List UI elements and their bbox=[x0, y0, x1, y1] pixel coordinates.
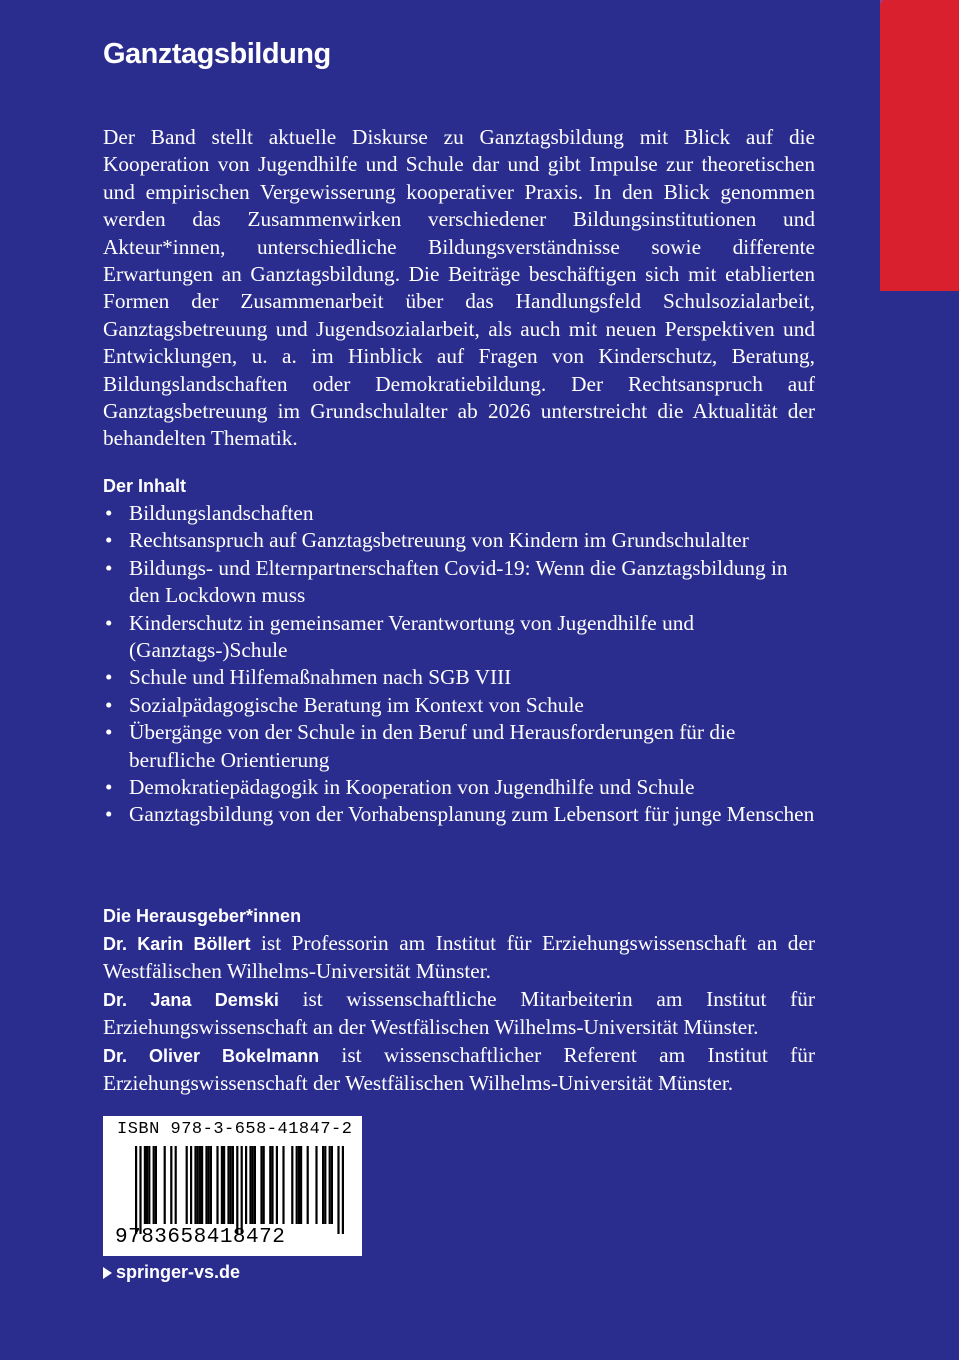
list-item-text: Rechtsanspruch auf Ganztagsbetreuung von Kindern im Grundschulalter bbox=[129, 528, 749, 553]
book-title: Ganztagsbildung bbox=[103, 38, 331, 70]
barcode-bar bbox=[329, 1146, 331, 1224]
barcode-bar bbox=[276, 1146, 278, 1224]
barcode-bar bbox=[282, 1146, 284, 1224]
editors-bios bbox=[103, 930, 815, 1097]
bullet-icon: • bbox=[105, 528, 113, 553]
barcode-bar bbox=[252, 1146, 254, 1224]
barcode-bar bbox=[331, 1146, 333, 1224]
bullet-icon: • bbox=[105, 692, 113, 717]
barcode-bar bbox=[291, 1146, 293, 1224]
list-item bbox=[103, 500, 815, 527]
barcode-bar bbox=[190, 1146, 192, 1224]
list-item bbox=[103, 664, 815, 691]
barcode-bar bbox=[324, 1146, 326, 1224]
list-item-text: Bildungslandschaften bbox=[129, 501, 314, 525]
barcode-bar bbox=[260, 1146, 262, 1224]
barcode-bar bbox=[300, 1146, 302, 1224]
barcode-bar bbox=[342, 1146, 344, 1234]
website-text: springer-vs.de bbox=[116, 1262, 241, 1282]
barcode-bar bbox=[210, 1146, 212, 1224]
isbn-label: ISBN 978-3-658-41847-2 bbox=[117, 1120, 353, 1139]
list-item bbox=[103, 801, 815, 828]
barcode-bar bbox=[164, 1146, 166, 1224]
barcode-bar bbox=[148, 1146, 150, 1224]
barcode-bar bbox=[254, 1146, 256, 1224]
editor-name: Dr. Oliver Bokelmann bbox=[103, 1045, 320, 1066]
barcode-bar bbox=[208, 1146, 210, 1224]
barcode-bar bbox=[245, 1146, 247, 1224]
list-item bbox=[103, 719, 815, 774]
editors-heading: Die Herausgeber*innen bbox=[103, 906, 302, 926]
barcode-bar bbox=[205, 1146, 207, 1224]
barcode-bar bbox=[230, 1146, 232, 1224]
editor-bio-text: ist Professorin am Institut für Erziehungswissenschaft an der Westfälischen Wilhelms-Universität Münster. bbox=[103, 931, 815, 984]
bullet-icon: • bbox=[105, 775, 113, 800]
barcode-bar bbox=[199, 1146, 201, 1224]
bullet-icon: • bbox=[105, 501, 113, 525]
barcode-bar bbox=[186, 1146, 188, 1224]
list-item bbox=[103, 527, 815, 554]
barcode-bar bbox=[232, 1146, 234, 1224]
arrow-right-icon bbox=[103, 1267, 112, 1279]
ean-digits: 9783658418472 bbox=[115, 1226, 286, 1249]
barcode-bar bbox=[170, 1146, 172, 1224]
editor-name: Dr. Jana Demski bbox=[103, 989, 279, 1010]
book-description: Der Band stellt aktuelle Diskurse zu Ganztagsbildung mit Blick auf die Kooperation von Jugendhilfe und Schule dar und gibt Impulse zur theoretischen und empirischen Vergewisserung kooperativer Praxis. In den Blick genommen werden das Zusammenwirken verschiedener Bildungsinstitutionen und Akteur*innen, unterschiedliche Bildungsverständnisse sowie differente Erwartungen an Ganztagsbildung. Die Beiträge beschäftigen sich mit etablierten Formen der Zusammenarbeit über das Handlungsfeld Schulsozialarbeit, Ganztagsbetreuung und Jugendsozialarbeit, als auch mit neuen Perspektiven und Entwicklungen, u. a. im Hinblick auf Fragen von Kinderschutz, Beratung, Bildungslandschaften oder Demokratiebildung. Der Rechtsanspruch auf Ganztagsbetreuung im Grundschulalter ab 2026 unterstreicht die Aktualität der behandelten Thematik. bbox=[103, 125, 815, 451]
contents-heading: Der Inhalt bbox=[103, 476, 187, 496]
barcode-bar bbox=[271, 1146, 273, 1224]
list-item-text: Demokratiepädagogik in Kooperation von Jugendhilfe und Schule bbox=[129, 775, 695, 800]
editor-bio bbox=[103, 930, 815, 986]
list-item-text: Bildungs- und Elternpartnerschaften Covid-19: Wenn die Ganztagsbildung in den Lockdown muss bbox=[129, 555, 788, 608]
barcode-bar bbox=[296, 1146, 298, 1224]
list-item-text: Kinderschutz in gemeinsamer Verantwortung von Jugendhilfe und (Ganztags-)Schule bbox=[129, 610, 695, 663]
barcode-bar bbox=[197, 1146, 199, 1224]
barcode-bar bbox=[175, 1146, 177, 1224]
list-item bbox=[103, 774, 815, 801]
barcode-bar bbox=[194, 1146, 196, 1224]
barcode-bar bbox=[223, 1146, 225, 1224]
barcode-bar bbox=[322, 1146, 324, 1224]
red-accent-band bbox=[880, 0, 959, 291]
editor-bio bbox=[103, 1042, 815, 1098]
list-item bbox=[103, 610, 815, 665]
list-item bbox=[103, 692, 815, 719]
editor-bio bbox=[103, 986, 815, 1042]
bullet-icon: • bbox=[105, 610, 113, 635]
accent-stripe bbox=[880, 0, 895, 98]
list-item-text: Schule und Hilfemaßnahmen nach SGB VIII bbox=[129, 665, 512, 690]
list-item bbox=[103, 555, 815, 610]
list-item-text: Übergänge von der Schule in den Beruf und Herausforderungen für die berufliche Orientierung bbox=[129, 720, 736, 772]
barcode-bar bbox=[216, 1146, 218, 1224]
barcode-bar bbox=[249, 1146, 251, 1224]
editor-bio-text: ist wissenschaftliche Mitarbeiterin am Institut für Erziehungswissenschaft an der Westfälischen Wilhelms-Universität Münster. bbox=[103, 986, 816, 1040]
barcode-bar bbox=[146, 1146, 148, 1224]
bullet-icon: • bbox=[105, 665, 113, 690]
editor-name: Dr. Karin Böllert bbox=[103, 934, 251, 954]
barcode-bar bbox=[337, 1146, 339, 1234]
bullet-icon: • bbox=[105, 555, 113, 580]
barcode-bar bbox=[307, 1146, 309, 1224]
isbn-barcode bbox=[103, 1116, 362, 1256]
contents-list bbox=[103, 500, 815, 829]
barcode-bar bbox=[155, 1146, 157, 1224]
barcode-bar bbox=[201, 1146, 203, 1224]
website-link[interactable] bbox=[103, 1262, 240, 1283]
bullet-icon: • bbox=[105, 720, 113, 745]
barcode-bar bbox=[241, 1146, 243, 1234]
barcode-bar bbox=[315, 1146, 317, 1224]
barcode-bar bbox=[227, 1146, 229, 1224]
bullet-icon: • bbox=[105, 802, 113, 827]
barcode-bar bbox=[298, 1146, 300, 1224]
barcode-bar bbox=[263, 1146, 265, 1224]
barcode-bar bbox=[269, 1146, 271, 1224]
barcode-bar bbox=[221, 1146, 223, 1224]
barcode-bar bbox=[139, 1146, 141, 1234]
editor-bio-text: ist wissenschaftlicher Referent am Institut für Erziehungswissenschaft der Westfälischen Wilhelms-Universität Münster. bbox=[103, 1042, 815, 1096]
barcode-bar bbox=[144, 1146, 146, 1224]
barcode-bar bbox=[135, 1146, 137, 1234]
list-item-text: Ganztagsbildung von der Vorhabensplanung zum Lebensort für junge Menschen bbox=[129, 802, 815, 827]
barcode-bar bbox=[236, 1146, 238, 1234]
list-item-text: Sozialpädagogische Beratung im Kontext von Schule bbox=[129, 692, 584, 717]
barcode-bar bbox=[153, 1146, 155, 1224]
